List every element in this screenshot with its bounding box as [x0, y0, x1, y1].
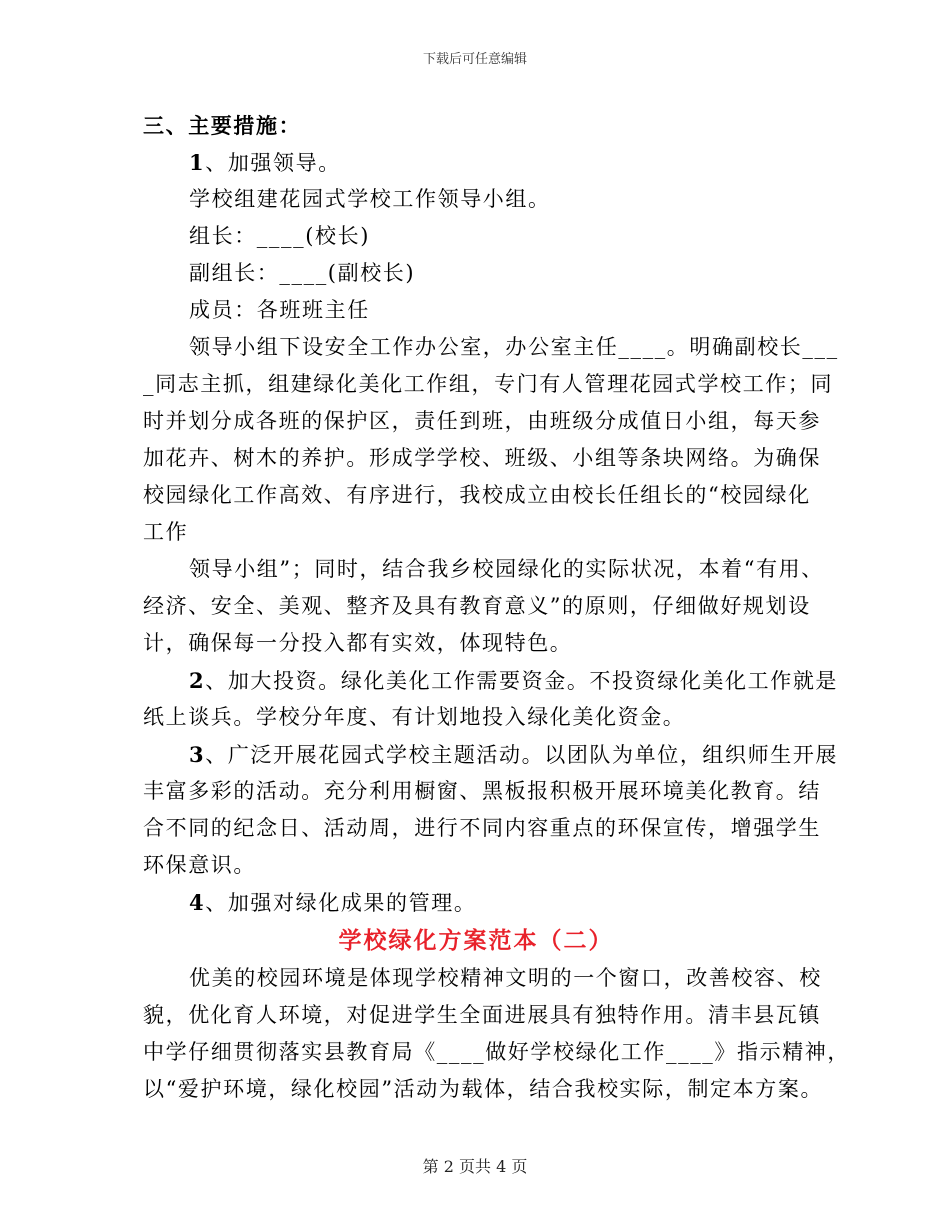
measure-3	[143, 736, 839, 773]
paragraph-line: 环保意识。	[143, 853, 256, 877]
leader-line: 学校组建花园式学校工作领导小组。	[189, 187, 551, 211]
measure-text: 、广泛开展花园式学校主题活动。以团队为单位，组织师生开展	[205, 743, 839, 767]
paragraph-line: 以“爱护环境，绿化校园”活动为载体，结合我校实际，制定本方案。	[143, 1077, 824, 1101]
paragraph-line: 加花卉、树木的养护。形成学学校、班级、小组等条块网络。为确保	[143, 446, 821, 470]
section-title: 学校绿化方案范本（二）	[338, 927, 614, 954]
paragraph-line: 领导小组”；同时，结合我乡校园绿化的实际状况，本着“有用、	[189, 557, 824, 581]
paragraph-line: 纸上谈兵。学校分年度、有计划地投入绿化美化资金。	[143, 705, 686, 729]
measure-1	[143, 144, 809, 181]
measure-number: 3	[189, 742, 206, 767]
paragraph-line: 貌，优化育人环境，对促进学生全面进展具有独特作用。清丰县瓦镇	[143, 1003, 821, 1027]
paragraph-line: 校园绿化工作高效、有序进行，我校成立由校长任组长的“校园绿化	[143, 483, 811, 507]
measure-text: 、加强对绿化成果的管理。	[205, 891, 477, 915]
measure-4	[143, 884, 809, 921]
paragraph-line: 优美的校园环境是体现学校精神文明的一个窗口，改善校容、校	[189, 966, 822, 990]
paragraph-line: 计，确保每一分投入都有实效，体现特色。	[143, 631, 573, 655]
paragraph-line: 时并划分成各班的保护区，责任到班，由班级分成值日小组，每天参	[143, 409, 821, 433]
paragraph-line: 经济、安全、美观、整齐及具有教育意义”的原则，仔细做好规划设	[143, 594, 811, 618]
leader-line: 副组长：____(副校长)	[189, 261, 416, 285]
page-header: 下载后可任意编辑	[422, 52, 527, 67]
document-body	[143, 107, 850, 1108]
paragraph-line: _同志主抓，组建绿化美化工作组，专门有人管理花园式学校工作；同	[143, 372, 834, 396]
measure-text: 、加强领导。	[205, 151, 341, 175]
leader-line: 组长：____(校长)	[189, 224, 370, 248]
measure-number: 2	[189, 668, 206, 693]
paragraph-line: 丰富多彩的活动。充分利用橱窗、黑板报积极开展环境美化教育。结	[143, 779, 821, 803]
leader-line: 成员：各班班主任	[189, 298, 370, 322]
paragraph-line: 合不同的纪念日、活动周，进行不同内容重点的环保宣传，增强学生	[143, 816, 821, 840]
measure-number: 1	[189, 150, 206, 175]
measure-2	[143, 662, 839, 699]
paragraph-line: 领导小组下设安全工作办公室，办公室主任____。明确副校长___	[189, 335, 839, 359]
paragraph-line: 中学仔细贯彻落实县教育局《____做好学校绿化工作____》指示精神，	[143, 1040, 850, 1064]
measure-number: 4	[189, 890, 206, 915]
section-heading: 三、主要措施：	[143, 113, 302, 138]
paragraph-line: 工作	[143, 520, 189, 544]
page-footer: 第 2 页共 4 页	[422, 1157, 528, 1176]
measure-text: 、加大投资。绿化美化工作需要资金。不投资绿化美化工作就是	[205, 669, 839, 693]
